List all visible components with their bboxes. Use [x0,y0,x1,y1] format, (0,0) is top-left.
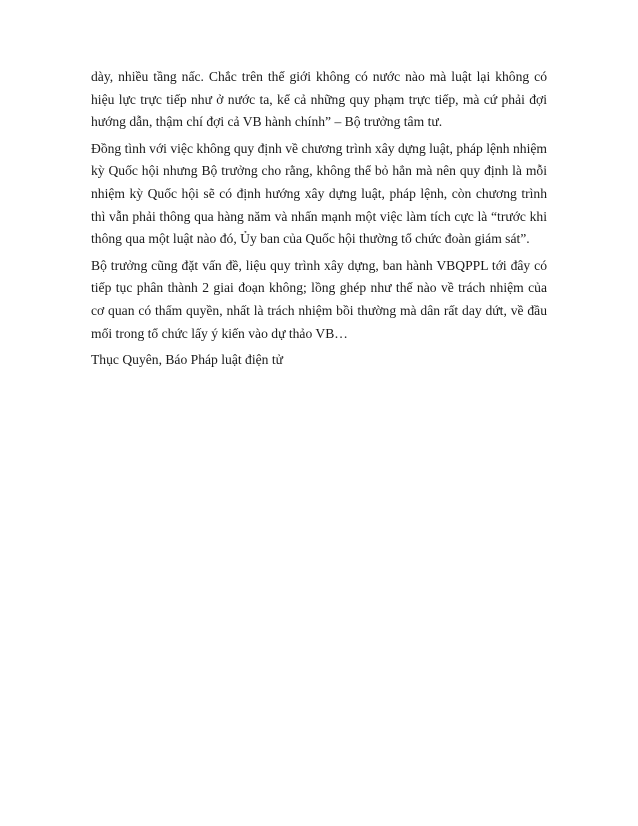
article-body [91,66,547,372]
paragraph-1: dày, nhiều tầng nấc. Chắc trên thế giới không có nước nào mà luật lại không có hiệu lực trực tiếp như ở nước ta, kể cả những quy phạm trực tiếp, mà cứ phải đợi hướng dẫn, thậm chí đợi cả VB hành chính” – Bộ trưởng tâm tư. [91,69,547,130]
paragraph-2: Đồng tình với việc không quy định về chương trình xây dựng luật, pháp lệnh nhiệm kỳ Quốc hội nhưng Bộ trưởng cho rằng, không thể bỏ hẳn mà nên quy định là mỗi nhiệm kỳ Quốc hội sẽ có định hướng xây dựng luật, pháp lệnh, còn chương trình thì vẫn phải thông qua hàng năm và nhấn mạnh một việc làm tích cực là “trước khi thông qua một luật nào đó, Ủy ban của Quốc hội thường tổ chức đoàn giám sát”. [91,140,547,247]
paragraph-3: Bộ trưởng cũng đặt vấn đề, liệu quy trình xây dựng, ban hành VBQPPL tới đây có tiếp tục phân thành 2 giai đoạn không; lồng ghép như thế nào về trách nhiệm của cơ quan có thẩm quyền, nhất là trách nhiệm bồi thường mà dân rất day dứt, về đầu mối trong tổ chức lấy ý kiến vào dự thảo VB… [91,257,547,341]
byline: Thục Quyên, Báo Pháp luật điện tử [91,352,283,368]
